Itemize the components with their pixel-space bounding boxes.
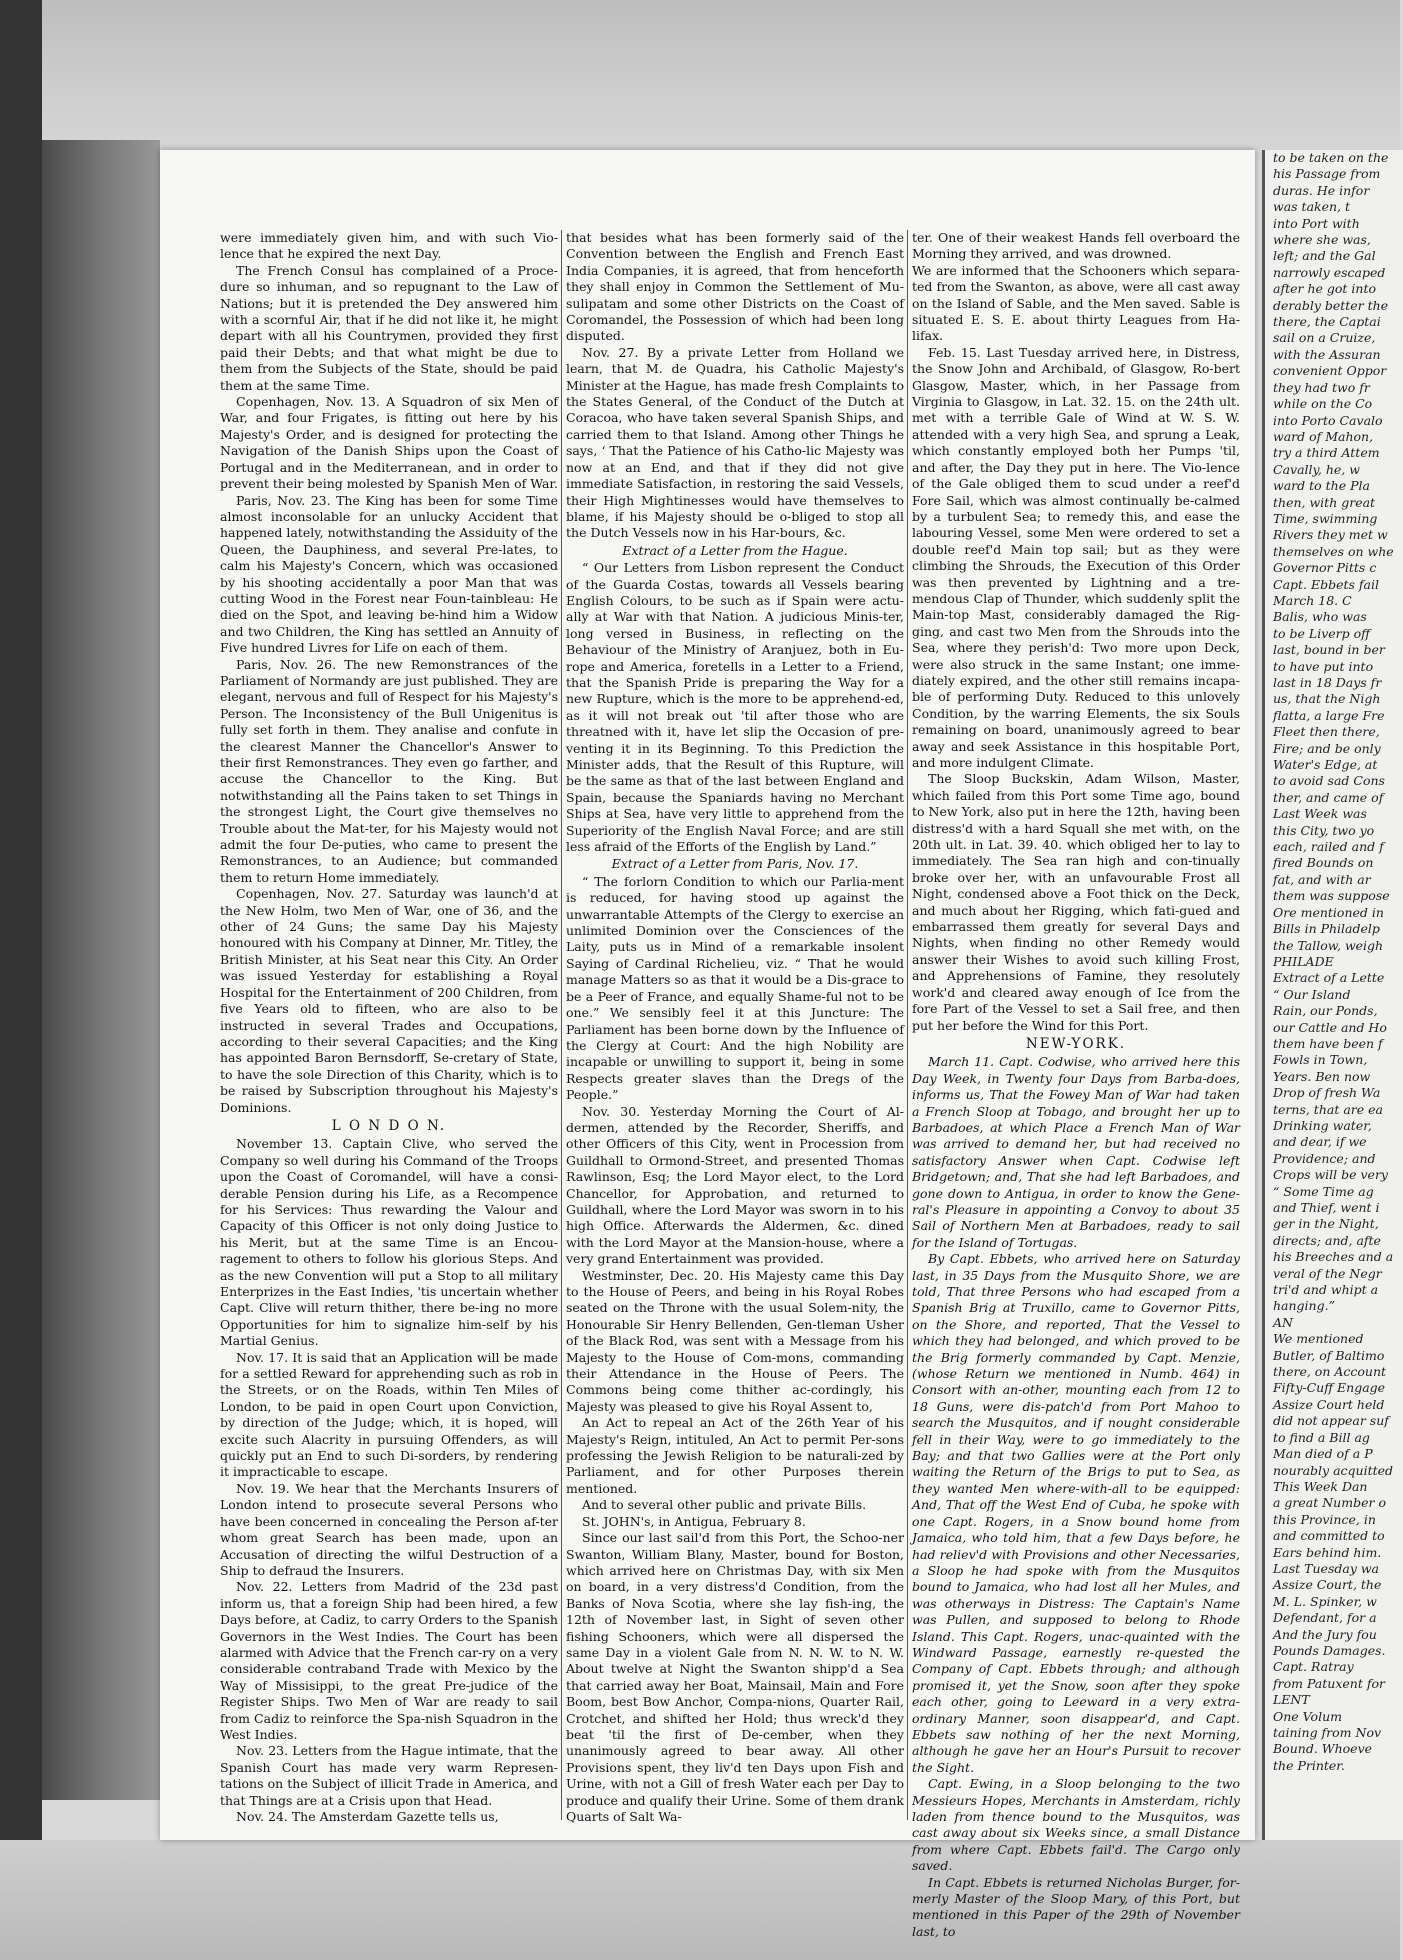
adjacent-page-line: there, on Account (1273, 1364, 1387, 1380)
adjacent-page-line: Governor Pitts c (1273, 560, 1377, 576)
adjacent-page-line: themselves on whe (1273, 543, 1394, 559)
section-heading: Extract of a Letter from Paris, Nov. 17. (611, 856, 859, 872)
article-paragraph: Westminster, Dec. 20. His Majesty came this Day to the House of Peers, and being in his Royal Robes seated on the Throne with the usual Solem-nity, the Honourable Sir Henry Bellenden, Gen-tleman Usher of the Black Rod, was sent with a Message from his Majesty to the House of Com-mons, commanding their Attendance in the House of Peers. The Commons being come thither ac-cordingly, his Majesty was pleased to give his Royal Assent to, (566, 1267, 904, 1414)
adjacent-page-line: Last Week was (1273, 806, 1367, 822)
article-paragraph: St. JOHN's, in Antigua, February 8. (582, 1513, 806, 1529)
article-paragraph: Feb. 15. Last Tuesday arrived here, in Distress, the Snow John and Archibald, of Glasgow, Ro-bert Glasgow, Master, which, in her Passage from Virginia to Glasgow, in Lat. 32. 15. on the 24th ult. met with a terrible Gale of Wind at W. S. W. attended with a very high Sea, and sprung a Leak, which constantly employed both her Pumps 'til, and after, the Day they put in here. The Vio-lence of the Gale obliged them to scud under a reef'd Fore Sail, which was almost continually be-calmed by a turbulent Sea; to remedy this, and ease the labouring Vessel, some Men were ordered to set a double reef'd Main top sail; but as they were climbing the Shrouds, the Execution of this Order was then prevented by Lightning and a tre-mendous Clap of Thunder, which suddenly split the Main-top Mast, considerably damaged the Rig-ging, and cast two Men from the Shrouds into the Sea, where they perish'd: Two more upon Deck, were also struck in the same Instant; one imme-diately expired, and the other still remains incapa-ble of performing Duty. Reduced to this unlovely Condition, by the warring Elements, the six Souls remaining on board, unanimously agreed to bear away and seek Assistance in this hospitable Port, and more indulgent Climate. (912, 344, 1240, 770)
adjacent-page-line: Last Tuesday wa (1273, 1560, 1380, 1576)
article-paragraph: ter. One of their weakest Hands fell overboard the Morning they arrived, and was drowned. (912, 230, 1240, 262)
adjacent-page-line: his Breeches and a (1273, 1249, 1394, 1265)
adjacent-page-line: directs; and, afte (1273, 1232, 1381, 1248)
article-paragraph: In Capt. Ebbets is returned Nicholas Burger, for-merly Master of the Sloop Mary, of this Port, but mentioned in this Paper of the 29th of November last, to (912, 1874, 1240, 1939)
article-paragraph: We are informed that the Schooners which separa-ted from the Swanton, as above, were all cast away on the Island of Sable, and the Men saved. Sable is situated E. S. E. about thirty Leagues from Ha-lifax. (912, 262, 1240, 344)
section-heading: L O N D O N. (331, 1117, 447, 1134)
adjacent-page-line: We mentioned (1273, 1331, 1364, 1347)
article-paragraph: Copenhagen, Nov. 13. A Squadron of six Men of War, and four Frigates, is fitting out here by his Majesty's Order, and is designed for protecting the Navigation of the Danish Ships upon the Coast of Portugal and in the Mediterranean, and in order to prevent their being molested by Spanish Men of War. (220, 394, 558, 492)
adjacent-page-line: Fowls in Town, (1273, 1052, 1368, 1068)
adjacent-page-line: try a third Attem (1273, 445, 1380, 461)
adjacent-page-line: Time, swimming (1273, 510, 1378, 526)
adjacent-page-line: duras. He infor (1273, 182, 1370, 198)
adjacent-page-line: and Thief, went i (1273, 1200, 1380, 1215)
adjacent-page-line: and dear, if we (1273, 1134, 1367, 1150)
adjacent-page-line: hanging.” (1273, 1298, 1335, 1314)
adjacent-page-line: Capt. Ebbets fail (1273, 576, 1379, 592)
adjacent-page-line: them was suppose (1273, 888, 1390, 904)
adjacent-page-line: Water's Edge, at (1273, 757, 1378, 773)
adjacent-page-line: this Province, in (1273, 1511, 1376, 1527)
adjacent-page-line: into Port with (1273, 215, 1360, 231)
adjacent-page-line: each, railed and f (1273, 839, 1384, 855)
adjacent-page-line: to have put into (1273, 658, 1374, 674)
column-rule-2 (907, 230, 908, 1820)
adjacent-page-line: Years. Ben now (1273, 1068, 1371, 1084)
adjacent-page-line: our Cattle and Ho (1273, 1019, 1387, 1035)
article-paragraph: Since our last sail'd from this Port, the Schoo-ner Swanton, William Blany, Master, bound for Boston, which arrived here on Christmas Day, with six Men on board, in a very distress'd Condition, from the Banks of Nova Scotia, where she lay fish-ing, the 12th of November last, in Sight of seven other fishing Schooners, which were all dispersed the same Day in a violent Gale from N. N. W. to N. W. About twelve at Night the Swanton shipp'd a Sea that carried away her Boat, Mainsail, Main and Fore Boom, best Bow Anchor, Compa-nions, Quarter Rail, Crotchet, and shifted her Hold; thus wreck'd they beat 'til the first of De-cember, when they unanimously agreed to bear away. All other Provisions spent, they liv'd ten Days upon Fish and Urine, with not a Gill of fresh Water each per Day to produce and qualify their Urine. Some of them drank Quarts of Salt Wa- (566, 1530, 904, 1824)
article-paragraph: Nov. 22. Letters from Madrid of the 23d past inform us, that a foreign Ship had been hired, a few Days before, at Cadiz, to carry Orders to the Spanish Governors in the West Indies. The Court has been alarmed with Advice that the French car-ry on a very considerable contraband Trade with Mexico by the Way of Missisippi, to the great Pre-judice of the Register Ships. Two Men of War are ready to sail from Cadiz to reinforce the Spa-nish Squadron in the West Indies. (220, 1579, 558, 1742)
adjacent-page-line: Rivers they met w (1273, 527, 1388, 543)
adjacent-page-line: the Tallow, weigh (1273, 937, 1384, 953)
article-paragraph: An Act to repeal an Act of the 26th Year of his Majesty's Reign, intituled, An Act to permit Per-sons professing the Jewish Religion to be naturali-zed by Parliament, and for other Purposes therein mentioned. (566, 1415, 904, 1496)
article-paragraph: The Sloop Buckskin, Adam Wilson, Master, which failed from this Port some Time ago, bound to New York, also put in here the 12th, having been distress'd with a hard Squall she met with, on the 20th ult. in Lat. 39. 40. which obliged her to lay to immediately. The Sea ran high and con-tinually broke over her, with an unfavourable Frost all Night, condensed above a Foot thick on the Deck, and much about her Rigging, which fati-gued and embarrassed them greatly for several Days and Nights, when finding no other Remedy would answer their Wishes to avoid such killing Frost, and Apprehensions of Famine, they resolutely work'd and cleared away enough of Ice from the fore Part of the Vessel to set a Sail free, and then put her before the Wind for this Port. (912, 771, 1240, 1033)
adjacent-page-line: Pounds Damages. (1273, 1642, 1386, 1658)
adjacent-page-line: Fifty-Cuff Engage (1273, 1380, 1386, 1396)
adjacent-page-line: from Patuxent for (1273, 1675, 1385, 1691)
adjacent-page-line: March 18. C (1273, 592, 1352, 608)
adjacent-page-line: “ Some Time ag (1273, 1183, 1374, 1199)
article-paragraph: “ Our Letters from Lisbon represent the Conduct of the Guarda Costas, towards all Vessels bearing English Colours, to be such as if Spain were actu-ally at War with that Nation. A judicious Minis-ter, long versed in Business, in reflecting on the Behaviour of the Ministry of Aranjuez, both in Eu-rope and America, foretells in a Letter to a Friend, that the Spanish Pride is preparing the Way for a new Rupture, which is the more to be apprehend-ed, as it will not break out 'til after those who are threatned with it, have let slip the Occasion of pre-venting it in its Beginning. To this Prediction the Minister adds, that the Result of this Rupture, will be the same as that of the last between England and Spain, because the Spaniards having no Merchant Ships at Sea, have very little to apprehend from the Superiority of the English Naval Force; and are still less afraid of the Efforts of the English by Land.” (566, 560, 904, 855)
adjacent-page-line: ward of Mahon, (1273, 428, 1374, 444)
adjacent-page-line: Assize Court, the (1273, 1577, 1382, 1593)
adjacent-page-line: Fire; and be only (1273, 740, 1381, 756)
article-paragraph: Paris, Nov. 26. The new Remonstrances of the Parliament of Normandy are just published. They are elegant, nervous and full of Respect for his Majesty's Person. The Inconsistency of the Bull Unigenitus is fully set forth in them. They analise and confute in the clearest Manner the Chancellor's Answer to their first Remonstrances. They even go farther, and accuse the Chancellor to the King. But notwithstanding all the Pains taken to set Things in the strongest Light, the Court give themselves no Trouble about the Mat-ter, for his Majesty would not admit the four De-puties, who came to present the Remonstrances, to an Audience; but commanded them to return Home immediately. (220, 656, 558, 885)
adjacent-page-line: after he got into (1273, 281, 1376, 297)
adjacent-page-line: to be taken on the (1273, 150, 1389, 165)
adjacent-page-line: flatta, a large Fre (1273, 707, 1385, 723)
column-3 (912, 230, 1240, 1939)
adjacent-page-line: the Printer. (1273, 1757, 1345, 1773)
column-rule-1 (561, 230, 562, 1820)
adjacent-page-line: ther, and came of (1273, 789, 1384, 805)
adjacent-page-line: last, bound in ber (1273, 642, 1385, 658)
adjacent-page-line: Fleet then there, (1273, 724, 1380, 740)
section-heading: Extract of a Letter from the Hague. (622, 542, 848, 558)
adjacent-page-line: to be Liverp off (1273, 625, 1370, 641)
adjacent-page-line: derably better the (1273, 297, 1389, 313)
adjacent-page-line: where she was, (1273, 232, 1371, 248)
adjacent-page-line: fired Bounds on (1273, 855, 1374, 871)
scan-page-shadow (42, 140, 160, 1800)
article-paragraph: Nov. 30. Yesterday Morning the Court of Al-dermen, attended by the Recorder, Sheriffs, and other Officers of this City, went in Procession from Guildhall to Ormond-Street, and presented Thomas Rawlinson, Esq; the Lord Mayor elect, to the Lord Chancellor, for Approbation, and returned to Guildhall, where the Lord Mayor was sworn in to his high Office. Afterwards the Aldermen, &c. dined with the Lord Mayor at the Mansion-house, where a very grand Entertainment was provided. (566, 1103, 904, 1267)
article-paragraph: And to several other public and private Bills. (582, 1497, 867, 1513)
adjacent-page-line: And the Jury fou (1273, 1626, 1377, 1642)
adjacent-page-line: Extract of a Lette (1273, 970, 1385, 986)
adjacent-page-line: did not appear suf (1273, 1413, 1389, 1429)
adjacent-page-line: Balis, who was (1273, 609, 1367, 625)
newspaper-page (160, 150, 1255, 1939)
adjacent-page-line: into Porto Cavalo (1273, 412, 1383, 428)
adjacent-page-line: Drop of fresh Wa (1273, 1085, 1381, 1101)
article-paragraph: Nov. 23. Letters from the Hague intimate, that the Spanish Court has made very warm Represen-tations on the Subject of illicit Trade in America, and that Things are at a Crisis upon that Head. (220, 1743, 558, 1808)
article-paragraph: that besides what has been formerly said of the Convention between the English and French East India Companies, it is agreed, that from henceforth they shall enjoy in Common the Settlement of Mu-sulipatam and some other Districts on the Coast of Coromandel, the Possession of which had been long disputed. (566, 230, 904, 344)
adjacent-page-line: us, that the Nigh (1273, 691, 1381, 707)
article-paragraph: Copenhagen, Nov. 27. Saturday was launch'd at the New Holm, two Men of War, one of 36, and the other of 24 Guns; the same Day his Majesty honoured with his Company at Dinner, Mr. Titley, the British Minister, at his Seat near this City. An Order was issued Yesterday for establishing a Royal Hospital for the Entertainment of 200 Children, from five Years old to fifteen, who are also to be instructed in several Trades and Occupations, according to their several Capacities; and the King has appointed Baron Bernsdorff, Se-cretary of State, to have the sole Direction of this Charity, which is to be raised by Subscription throughout his Majesty's Dominions. (220, 886, 558, 1115)
column-1 (220, 230, 558, 1824)
adjacent-page-line: they had two fr (1273, 379, 1370, 395)
scan-backdrop-top (0, 0, 1400, 160)
adjacent-page-line: terns, that are ea (1273, 1101, 1383, 1117)
adjacent-page-line: Bound. Whoeve (1273, 1741, 1373, 1757)
adjacent-page-line: LENT (1273, 1692, 1310, 1708)
adjacent-page-line: ger in the Night, (1273, 1216, 1379, 1232)
adjacent-page-line: tri'd and whipt a (1273, 1282, 1379, 1298)
adjacent-page-line: sail on a Cruize, (1273, 330, 1376, 346)
adjacent-page-line: then, with great (1273, 494, 1376, 510)
adjacent-page-line: narrowly escaped (1273, 264, 1386, 280)
adjacent-page-line: fat, and with ar (1273, 871, 1371, 887)
adjacent-page-line: Crops will be very (1273, 1167, 1388, 1183)
adjacent-page-line: his Passage from (1273, 166, 1381, 182)
adjacent-page-line: This Week Dan (1273, 1478, 1368, 1494)
adjacent-page-line: a great Number o (1273, 1495, 1386, 1511)
adjacent-page-line: Cavally, he, w (1273, 461, 1360, 477)
adjacent-page-line: Defendant, for a (1273, 1610, 1377, 1626)
article-paragraph: Nov. 19. We hear that the Merchants Insurers of London intend to prosecute several Persons who have been concerned in concealing the Person af-ter whom great Search has been made, upon an Accusation of directing the wilful Destruction of a Ship to defraud the Insurers. (220, 1480, 558, 1578)
adjacent-page-line: Bills in Philadelp (1273, 921, 1380, 937)
adjacent-page-line: them have been f (1273, 1035, 1383, 1051)
adjacent-page-line: to avoid sad Cons (1273, 773, 1385, 789)
adjacent-page-line: with the Assuran (1273, 346, 1381, 362)
article-paragraph: Paris, Nov. 23. The King has been for some Time almost inconsolable for an unlucky Accident that happened lately, notwithstanding the Assiduity of the Queen, the Dauphiness, and several Pre-lates, to calm his Majesty's Concern, which was occasioned by his shooting accidentally a poor Man that was cutting Wood in the Forest near Foun-tainbleau: He died on the Spot, and leaving be-hind him a Widow and two Children, the King has settled an Annuity of Five hundred Livres for Life on each of them. (220, 492, 558, 656)
adjacent-page-line: Butler, of Baltimo (1273, 1347, 1385, 1363)
adjacent-page-line: Rain, our Ponds, (1273, 1003, 1378, 1019)
adjacent-page-line: One Volum (1273, 1708, 1342, 1724)
article-paragraph: March 11. Capt. Codwise, who arrived here this Day Week, in Twenty four Days from Barba-does, informs us, That the Fowey Man of War had taken a French Sloop at Tobago, and brought her up to Barbadoes, at which Place a French Man of War was arrived to demand her, but had received no satisfactory Answer when Capt. Codwise left Bridgetown; and, That she had left Barbadoes, and gone down to Antigua, in order to know the Gene-ral's Pleasure in appointing a Convoy to about 35 Sail of Northern Men at Barbadoes, ready to sail for the Island of Tortugas. (912, 1054, 1240, 1250)
adjacent-page-line: Ears behind him. (1273, 1544, 1382, 1560)
article-paragraph: Nov. 24. The Amsterdam Gazette tells us, (236, 1809, 499, 1824)
adjacent-page-line: “ Our Island (1273, 986, 1351, 1002)
adjacent-page-line: PHILADE (1273, 953, 1334, 969)
adjacent-page-line: Capt. Ratray (1273, 1659, 1354, 1675)
adjacent-page-line: convenient Oppor (1273, 363, 1387, 379)
adjacent-page-line: M. L. Spinker, w (1273, 1593, 1377, 1609)
adjacent-page-line: and committed to (1273, 1528, 1385, 1544)
adjacent-page-line: ward to the Pla (1273, 478, 1370, 494)
adjacent-page-line: to find a Bill ag (1273, 1429, 1370, 1445)
article-paragraph: Nov. 27. By a private Letter from Holland we learn, that M. de Quadra, his Catholic Majesty's Minister at the Hague, has made fresh Complaints to the States General, of the Conduct of the Dutch at Coracoa, who have taken several Spanish Ships, and carried them to that Island. Among other Things he says, ‘ That the Patience of his Catho-lic Majesty was now at an End, and that if they did not give immediate Satisfaction, in restoring the said Vessels, their High Mightinesses would have themselves to blame, if his Majesty should be o-bliged to stop all the Dutch Vessels now in his Har-bours, &c. (566, 344, 904, 541)
adjacent-page-line: AN (1273, 1314, 1293, 1330)
article-paragraph: November 13. Captain Clive, who served the Company so well during his Command of the Troops upon the Coast of Coromandel, will have a consi-derable Pension during his Life, as a Recompence for his Services: Thus rewarding the Valour and Capacity of this Officer is not only doing Justice to his Merit, but at the same Time is an Encou-ragement to others to follow his glorious Steps. And as the new Convention will put a Stop to all military Enterprizes in the East Indies, 'tis uncertain whether Capt. Clive will return thither, there be-ing no more Opportunities for him to signalize him-self by his Martial Genius. (220, 1136, 558, 1349)
adjacent-page-line: there, the Captai (1273, 314, 1381, 330)
adjacent-page-line: nourably acquitted (1273, 1462, 1394, 1478)
adjacent-page-line: left; and the Gal (1273, 248, 1376, 264)
adjacent-page-line: Drinking water, (1273, 1117, 1372, 1133)
article-paragraph: By Capt. Ebbets, who arrived here on Saturday last, in 35 Days from the Musquito Shore, we are told, That three Persons who had escaped from a Spanish Brig at Truxillo, came to Governor Pitts, on the Shore, and reported, That the Vessel to which they had belonged, and which proved to be the Brig formerly commanded by Capt. Menzie, (whose Return we mentioned in Numb. 464) in Consort with an-other, mounting each from 12 to 18 Guns, were dis-patch'd from Port Mahoo to search the Musquitos, and if nought considerable fell in their Way, were to go immediately to the Bay; and that two Gallies were at the Port only waiting the Return of the Brigs to put to Sea, as they wanted Men where-with-all to be equipped: And, That off the West End of Cuba, he spoke with one Capt. Rogers, in a Snow bound home from Jamaica, who told him, that a few Days before, he had reliev'd with Provisions and other Necessaries, a Sloop he had spoke with from the Musquitos bound to Jamaica, who had lost all her Mules, and was otherways in Distress: The Captain's Name was Pullen, and supposed to belong to Rhode Island. This Capt. Rogers, unac-quainted with the Windward Passage, earnestly re-quested the Company of Capt. Ebbets through; and although promised it, yet the Snow, soon after they spoke each other, going to Leeward in a very extra-ordinary Manner, soon disappear'd, and Capt. Ebbets saw nothing of her the next Morning, although he gave her an Hour's Pursuit to recover the Sight. (912, 1251, 1240, 1775)
adjacent-page-line: this City, two yo (1273, 822, 1375, 838)
adjacent-page-line: was taken, t (1273, 199, 1351, 215)
section-heading: NEW-YORK. (1025, 1035, 1127, 1052)
article-paragraph: Capt. Ewing, in a Sloop belonging to the two Messieurs Hopes, Merchants in Amsterdam, richly laden from thence bound to the Musquitos, was cast away about six Weeks since, a small Distance from where Capt. Ebbets fail'd. The Cargo only saved. (912, 1776, 1240, 1874)
adjacent-page-line: Man died of a P (1273, 1446, 1373, 1462)
adjacent-page-line: while on the Co (1273, 396, 1373, 412)
article-paragraph: “ The forlorn Condition to which our Parlia-ment is reduced, for having stood up against the unwarrantable Attempts of the Clergy to exercise an unlimited Dominion over the Consciences of the Laity, puts us in Mind of a remarkable insolent Saying of Cardinal Richelieu, viz. “ That he would manage Matters so as that it would be a Dis-grace to be a Peer of France, and equally Shame-ful not to be one.” We sensibly feel it at this Juncture: The Parliament has been borne down by the Influence of the Clergy at Court: And the high Nobility are incapable or unwilling to support it, being in some Respects greater slaves than the Dregs of the People.” (566, 873, 904, 1103)
adjacent-page-line: taining from Nov (1273, 1725, 1382, 1740)
article-paragraph: Nov. 17. It is said that an Application will be made for a settled Reward for apprehending such as rob in the Streets, or on the Roads, within Ten Miles of London, to be paid in open Court upon Conviction, by direction of the Judge; which, it is hoped, will excite such Alacrity in pursuing Offenders, as will quickly put an End to such Di-sorders, by rendering it impracticable to escape. (220, 1349, 558, 1480)
adjacent-page-line: Assize Court held (1273, 1396, 1385, 1412)
column-2 (566, 230, 904, 1824)
adjacent-page-fragment (1262, 150, 1403, 1840)
article-paragraph: The French Consul has complained of a Proce-dure so inhuman, and so repugnant to the Law of Nations; but it is pretended the Dey answered him with a scornful Air, that if he did not like it, he might depart with all his Countrymen, provided they first paid their Debts; and that what might be due to them from the Subjects of the State, should be paid them at the same Time. (220, 262, 558, 393)
article-paragraph: were immediately given him, and with such Vio-lence that he expired the next Day. (220, 230, 558, 262)
adjacent-page-line: veral of the Negr (1273, 1265, 1382, 1281)
adjacent-page-line: last in 18 Days fr (1273, 675, 1382, 690)
scan-binding-edge (0, 0, 42, 1960)
adjacent-page-line: Ore mentioned in (1273, 904, 1384, 920)
adjacent-page-line: Providence; and (1273, 1150, 1376, 1166)
